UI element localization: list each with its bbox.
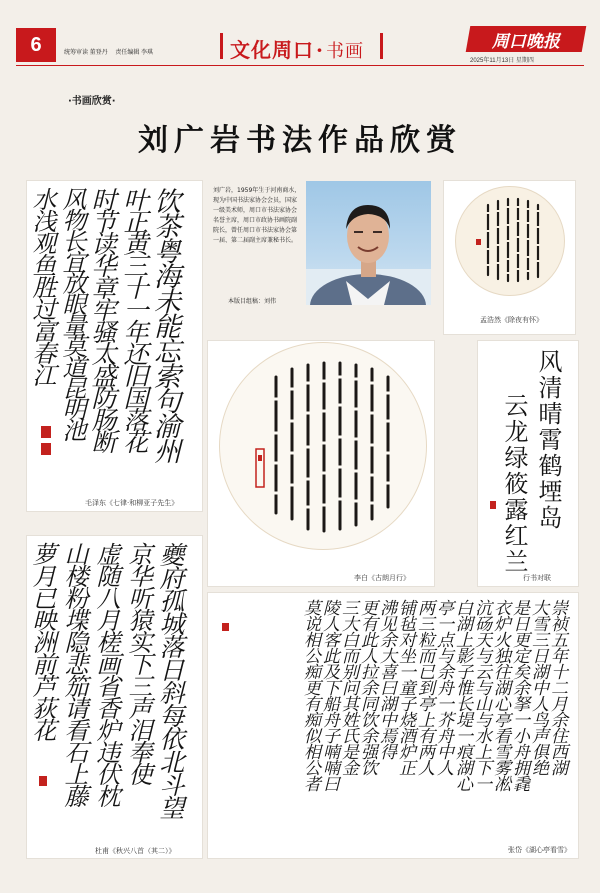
- artwork-caption: 孟浩然《除夜有怀》: [480, 316, 543, 324]
- title-dot: ·: [316, 38, 324, 62]
- calligraphy-column: 三大白而别问其姓氏是金: [338, 599, 358, 775]
- red-seal: [490, 501, 496, 509]
- calligraphy-column: 京华听猿实下三声泪奉使: [124, 542, 152, 784]
- artist-bio: 刘广岩，1959年生于河南商水，现为中国书法家协会会员，国家一级美术师，周口市书法家协会名誉主席，周口市政协书画院副院长，曾任周口市书法家协会第一届、第二届副主席兼秘书长。: [213, 187, 301, 244]
- calligraphy-column: 虚随八月槎画省香炉违伏枕: [92, 542, 120, 806]
- artwork-caption: 杜甫《秋兴八首（其二）》: [95, 847, 176, 855]
- calligraphy-column: 沆砀天与云与山与水上下一: [471, 599, 491, 791]
- calligraphy-column: 亭一点与余舟一芥舟中人: [433, 599, 453, 775]
- section-title-main: 文化周口: [230, 38, 314, 62]
- section-title: [230, 34, 364, 63]
- header-rule: [16, 65, 584, 66]
- artwork-caption: 张岱《湖心亭看雪》: [508, 846, 571, 854]
- red-seal: [39, 776, 47, 786]
- calligraphy-column: 白湖上影子惟长堤一痕湖心: [452, 599, 472, 791]
- artwork-caption: 行书对联: [523, 574, 551, 582]
- calligraphy-column: 更有此人拉余同饮余强饮: [357, 599, 377, 775]
- bio-credit: 本版目组稿：刘伟: [228, 298, 277, 305]
- couplet-right: 风清晴霄鹤堙岛: [534, 349, 562, 531]
- calligraphy-column: 叶正黄三十一年还旧国落花: [120, 187, 149, 451]
- red-seal: [222, 623, 229, 631]
- red-seal: [41, 426, 51, 438]
- calligraphy-column: 萝月已映洲前芦荻花: [28, 542, 56, 740]
- calligraphy-column: 山楼粉堞隐悲笳请看石上藤: [60, 542, 88, 806]
- artwork-caption: 毛泽东《七律·和柳亚子先生》: [85, 499, 179, 507]
- calligraphy-column: 夔府孤城落日斜每依北斗望: [156, 542, 185, 818]
- editor-credits: [64, 47, 159, 56]
- artwork-du-fu: [27, 536, 202, 858]
- calligraphy-column: 两三粒而已到亭上有两人: [414, 599, 434, 775]
- calligraphy-column: 崇祯五年十二月余住西湖: [547, 599, 567, 775]
- calligraphy-column: 水浅观鱼胜过富春江: [28, 187, 56, 385]
- calligraphy-column: 沸见余大喜曰湖中焉得: [376, 599, 396, 759]
- page-header: [0, 0, 600, 66]
- artwork-zhang-dai: [208, 593, 578, 858]
- artwork-mao-poem: [27, 181, 202, 511]
- section-subtitle: 书画: [325, 41, 364, 62]
- calligraphy-column: 饮茶粤海未能忘索句渝州: [149, 187, 180, 462]
- feature-label: ·书画欣赏·: [68, 96, 116, 107]
- portrait-illustration: [306, 181, 431, 305]
- red-seal: [41, 443, 51, 455]
- calligraphy-column: 大雪三日湖中人鸟声俱绝: [528, 599, 548, 775]
- round-scroll-paper: [220, 343, 426, 549]
- calligraphy-column: 铺毡对坐一童子烧酒炉正: [395, 599, 415, 775]
- masthead-logo: 周口晚报: [466, 26, 587, 52]
- artwork-meng-haoran: [444, 181, 575, 334]
- calligraphy-column: 是日更定矣余拏一小舟拥毳: [509, 599, 529, 791]
- calligraphy-column: 莫说相公痴更有痴似相公者: [300, 599, 320, 791]
- artist-photo: [306, 181, 431, 305]
- calligraphy-column: 陵人客此及下船舟子喃喃曰: [319, 599, 339, 791]
- calligraphy-strokes: [456, 187, 564, 295]
- calligraphy-strokes: [220, 343, 426, 549]
- calligraphy-column: 衣炉火独往湖心亭看雪雾凇: [490, 599, 510, 791]
- publication-date: 2025年11月13日 星期四: [470, 58, 534, 64]
- credit-reviewer: 统筹审读 董登丹: [64, 50, 108, 56]
- feature-headline: 刘广岩书法作品欣赏: [138, 123, 462, 158]
- artwork-caption: 李白《古朗月行》: [354, 574, 410, 582]
- title-bar-right: [380, 33, 383, 59]
- calligraphy-column: 风物长宜放眼量莫道昆明池: [58, 187, 86, 439]
- title-bar-left: [220, 33, 223, 59]
- artwork-li-bai: [208, 341, 434, 586]
- round-fan-paper: [456, 187, 564, 295]
- couplet-left: 云龙绿筱露红兰: [500, 393, 528, 575]
- page-number: 6: [16, 28, 56, 62]
- calligraphy-column: 时节读华章牢骚太盛防肠断: [88, 187, 117, 451]
- artwork-couplet: [478, 341, 578, 586]
- credit-editor: 责任编辑 李琪: [115, 50, 154, 56]
